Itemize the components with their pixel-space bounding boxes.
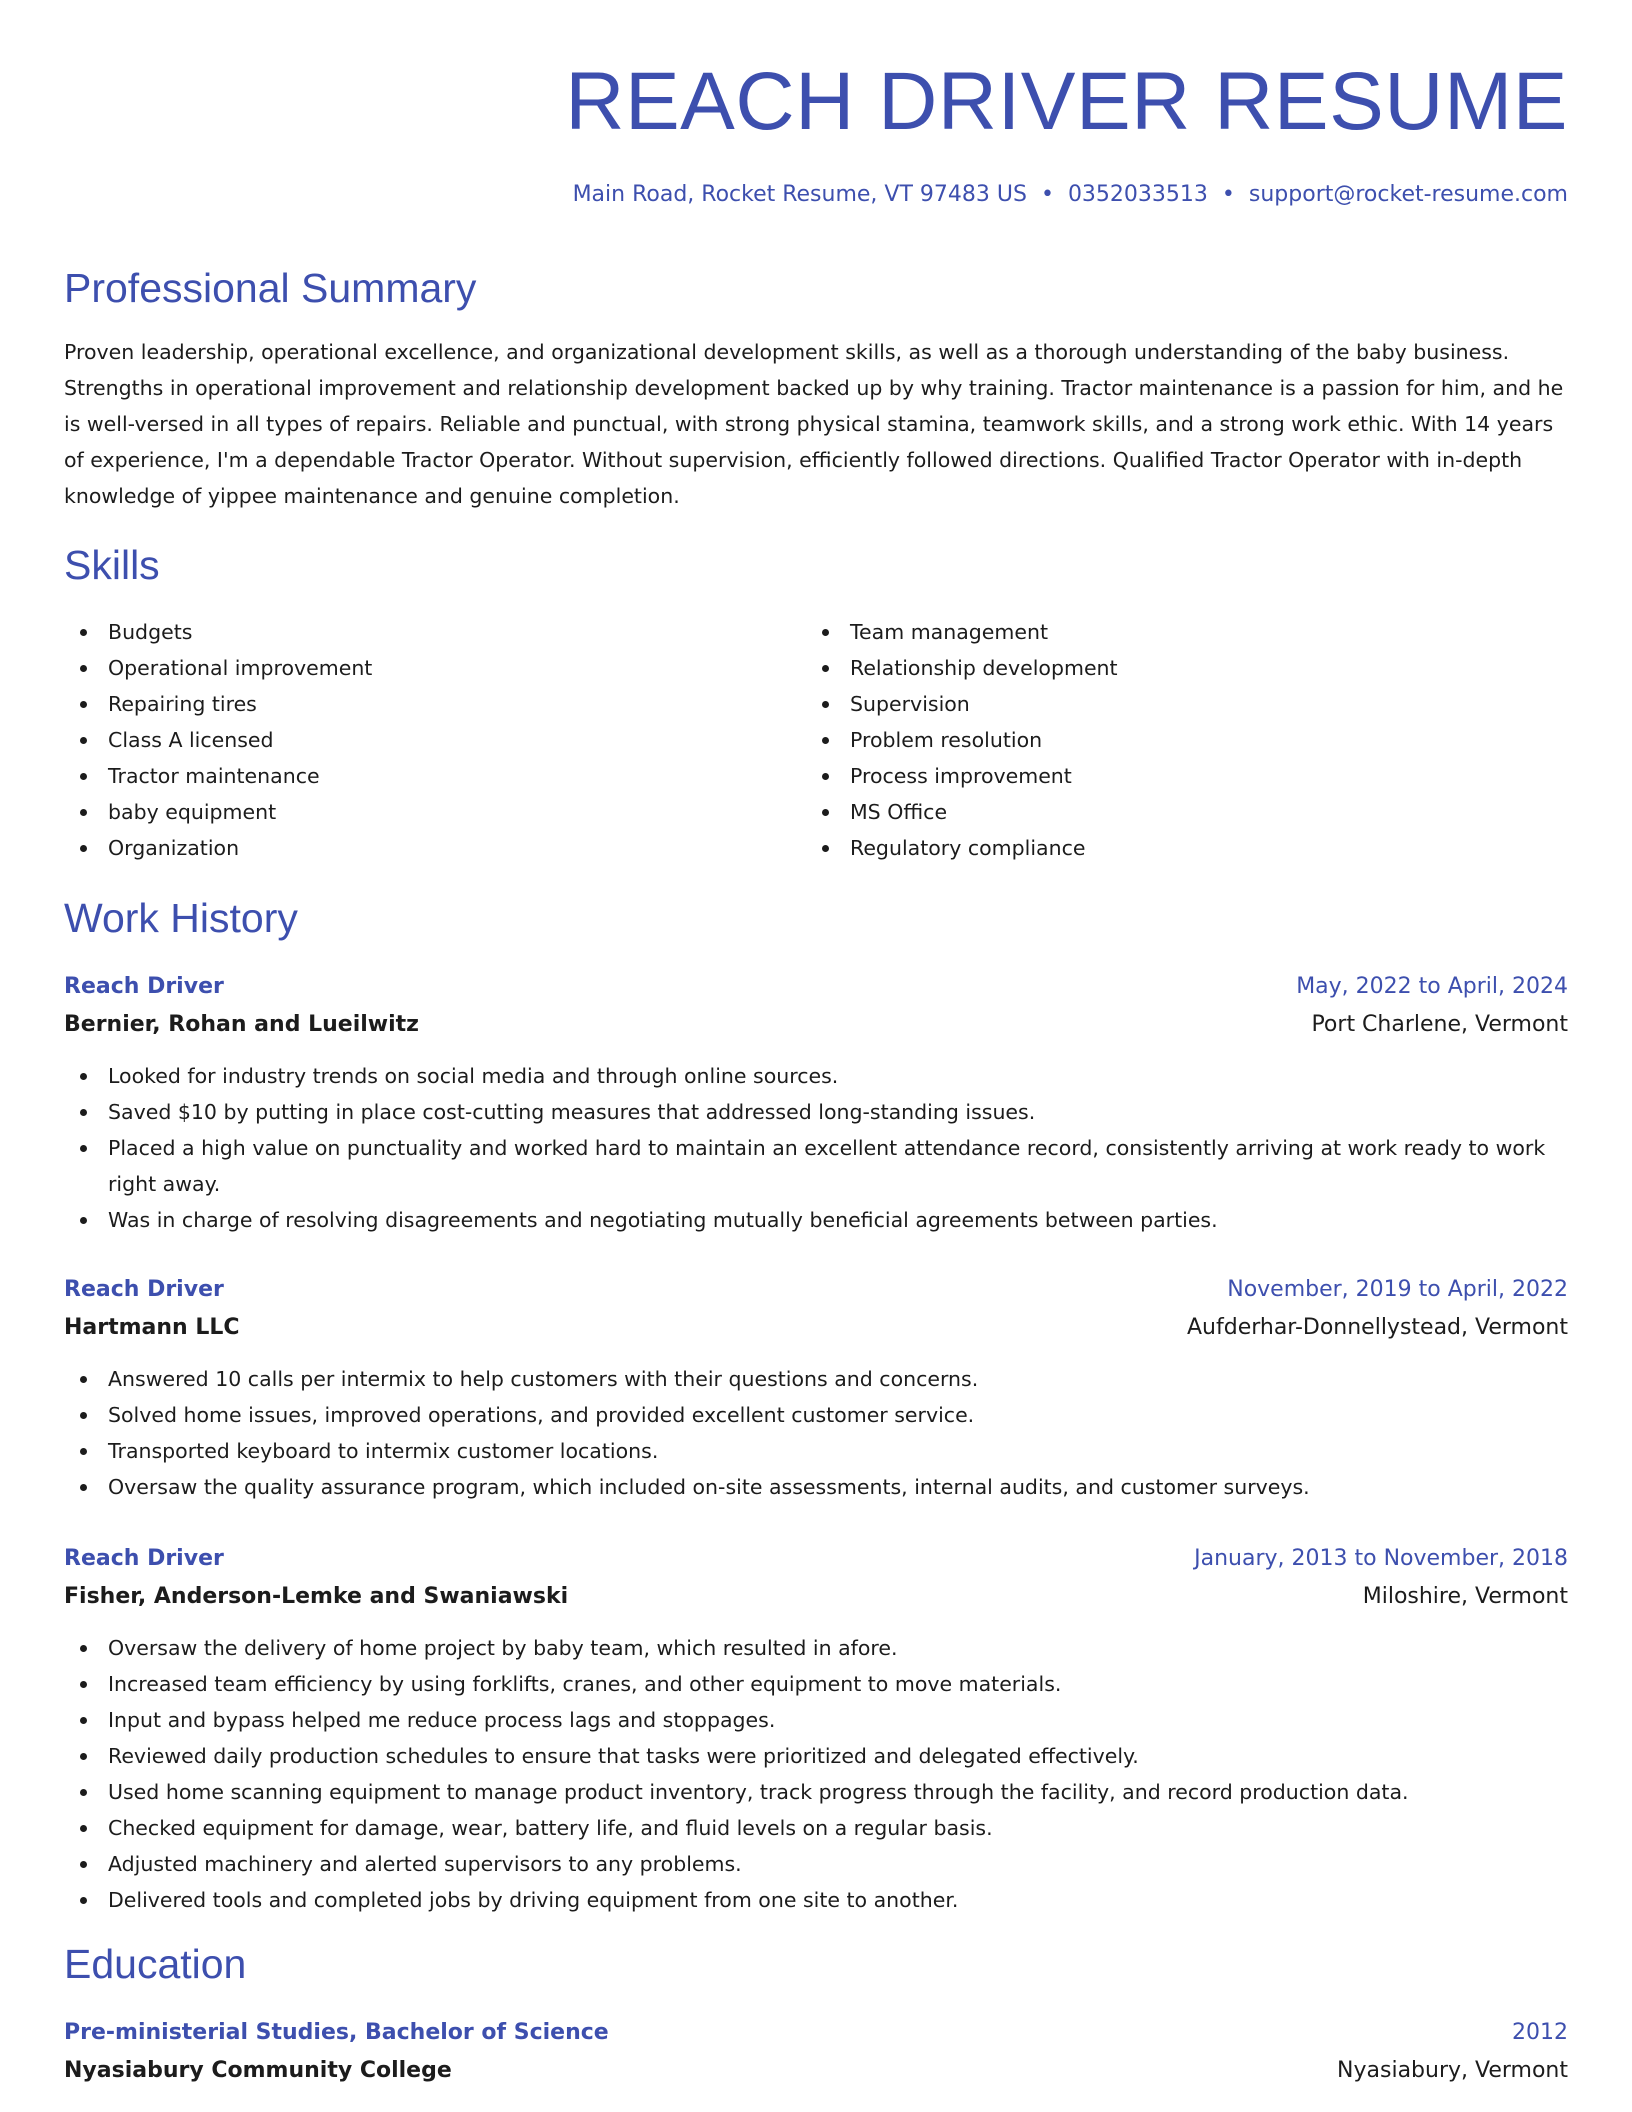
job-duty: Oversaw the delivery of home project by baby team, which resulted in afore. <box>64 1630 1568 1666</box>
education-heading: Education <box>64 1941 247 1987</box>
job-company: Fisher, Anderson-Lemke and Swaniawski <box>64 1584 569 1609</box>
skill-item: MS Office <box>806 794 1118 830</box>
job-dates: May, 2022 to April, 2024 <box>1296 974 1568 999</box>
education-entry <box>64 2014 1568 2090</box>
skill-item: Regulatory compliance <box>806 830 1118 866</box>
job-duty: Oversaw the quality assurance program, which included on-site assessments, internal audits, and customer surveys. <box>64 1469 1568 1505</box>
job-duties <box>64 1058 1568 1238</box>
job-company-row <box>64 1309 1568 1347</box>
job-duty: Placed a high value on punctuality and worked hard to maintain an excellent attendance record, consistently arriving at work ready to work right away. <box>64 1130 1568 1202</box>
job-title: Reach Driver <box>64 974 224 999</box>
skills-column-left <box>64 614 372 866</box>
resume-page <box>64 0 1568 2112</box>
job-company-row <box>64 1578 1568 1616</box>
job-duty: Input and bypass helped me reduce process lags and stoppages. <box>64 1702 1568 1738</box>
contact-separator: • <box>1221 182 1235 207</box>
job-duty: Was in charge of resolving disagreements and negotiating mutually beneficial agreements between parties. <box>64 1202 1568 1238</box>
job-duty: Used home scanning equipment to manage product inventory, track progress through the facility, and record production data. <box>64 1774 1568 1810</box>
skill-item: Repairing tires <box>64 686 372 722</box>
job-header-row <box>64 1540 1568 1578</box>
job-dates: January, 2013 to November, 2018 <box>1194 1546 1568 1571</box>
job-duties <box>64 1630 1568 1918</box>
contact-separator: • <box>1040 182 1054 207</box>
job-title: Reach Driver <box>64 1546 224 1571</box>
job-entry <box>64 1540 1568 1918</box>
job-header-row <box>64 1271 1568 1309</box>
job-duty: Looked for industry trends on social media and through online sources. <box>64 1058 1568 1094</box>
skill-item: Supervision <box>806 686 1118 722</box>
job-company: Hartmann LLC <box>64 1315 240 1340</box>
summary-heading: Professional Summary <box>64 265 477 311</box>
job-header-row <box>64 968 1568 1006</box>
job-entry <box>64 968 1568 1238</box>
job-duty: Saved $10 by putting in place cost-cutting measures that addressed long-standing issues. <box>64 1094 1568 1130</box>
job-title: Reach Driver <box>64 1277 224 1302</box>
contact-email: support@rocket-resume.com <box>1248 182 1568 207</box>
resume-title: REACH DRIVER RESUME <box>565 56 1568 147</box>
education-school-row <box>64 2052 1568 2090</box>
contact-line <box>573 180 1568 210</box>
education-degree-row <box>64 2014 1568 2052</box>
skill-item: Tractor maintenance <box>64 758 372 794</box>
skill-item: Team management <box>806 614 1118 650</box>
job-location: Port Charlene, Vermont <box>1311 1012 1568 1037</box>
job-duties <box>64 1361 1568 1505</box>
education-school: Nyasiabury Community College <box>64 2058 452 2083</box>
work-history-heading: Work History <box>64 895 298 941</box>
skill-item: Class A licensed <box>64 722 372 758</box>
contact-phone: 0352033513 <box>1067 182 1208 207</box>
job-duty: Checked equipment for damage, wear, battery life, and fluid levels on a regular basis. <box>64 1810 1568 1846</box>
skill-item: Relationship development <box>806 650 1118 686</box>
skill-item: Organization <box>64 830 372 866</box>
job-duty: Reviewed daily production schedules to ensure that tasks were prioritized and delegated effectively. <box>64 1738 1568 1774</box>
education-degree: Pre-ministerial Studies, Bachelor of Science <box>64 2020 609 2045</box>
skills-heading: Skills <box>64 542 160 588</box>
skill-item: Problem resolution <box>806 722 1118 758</box>
job-duty: Transported keyboard to intermix customer locations. <box>64 1433 1568 1469</box>
job-duty: Delivered tools and completed jobs by driving equipment from one site to another. <box>64 1882 1568 1918</box>
job-company: Bernier, Rohan and Lueilwitz <box>64 1012 419 1037</box>
education-year: 2012 <box>1512 2020 1568 2045</box>
job-location: Aufderhar-Donnellystead, Vermont <box>1186 1315 1568 1340</box>
job-dates: November, 2019 to April, 2022 <box>1227 1277 1568 1302</box>
summary-text: Proven leadership, operational excellence, and organizational development skills, as well as a thorough understanding of the baby business. Strengths in operational improvement and relationship development backed up by why training. Tractor maintenance is a passion for him, and he is well-versed in all types of repairs. Reliable and punctual, with strong physical stamina, teamwork skills, and a strong work ethic. With 14 years of experience, I'm a dependable Tractor Operator. Without supervision, efficiently followed directions. Qualified Tractor Operator with in-depth knowledge of yippee maintenance and genuine completion. <box>64 340 1564 508</box>
job-duty: Adjusted machinery and alerted supervisors to any problems. <box>64 1846 1568 1882</box>
skill-item: baby equipment <box>64 794 372 830</box>
job-location: Miloshire, Vermont <box>1362 1584 1568 1609</box>
education-location: Nyasiabury, Vermont <box>1337 2058 1568 2083</box>
skill-item: Operational improvement <box>64 650 372 686</box>
skills-column-right <box>806 614 1118 866</box>
skill-item: Process improvement <box>806 758 1118 794</box>
job-entry <box>64 1271 1568 1505</box>
job-duty: Solved home issues, improved operations, and provided excellent customer service. <box>64 1397 1568 1433</box>
job-duty: Increased team efficiency by using forklifts, cranes, and other equipment to move materials. <box>64 1666 1568 1702</box>
contact-address: Main Road, Rocket Resume, VT 97483 US <box>572 182 1027 207</box>
skill-item: Budgets <box>64 614 372 650</box>
job-duty: Answered 10 calls per intermix to help customers with their questions and concerns. <box>64 1361 1568 1397</box>
job-company-row <box>64 1006 1568 1044</box>
